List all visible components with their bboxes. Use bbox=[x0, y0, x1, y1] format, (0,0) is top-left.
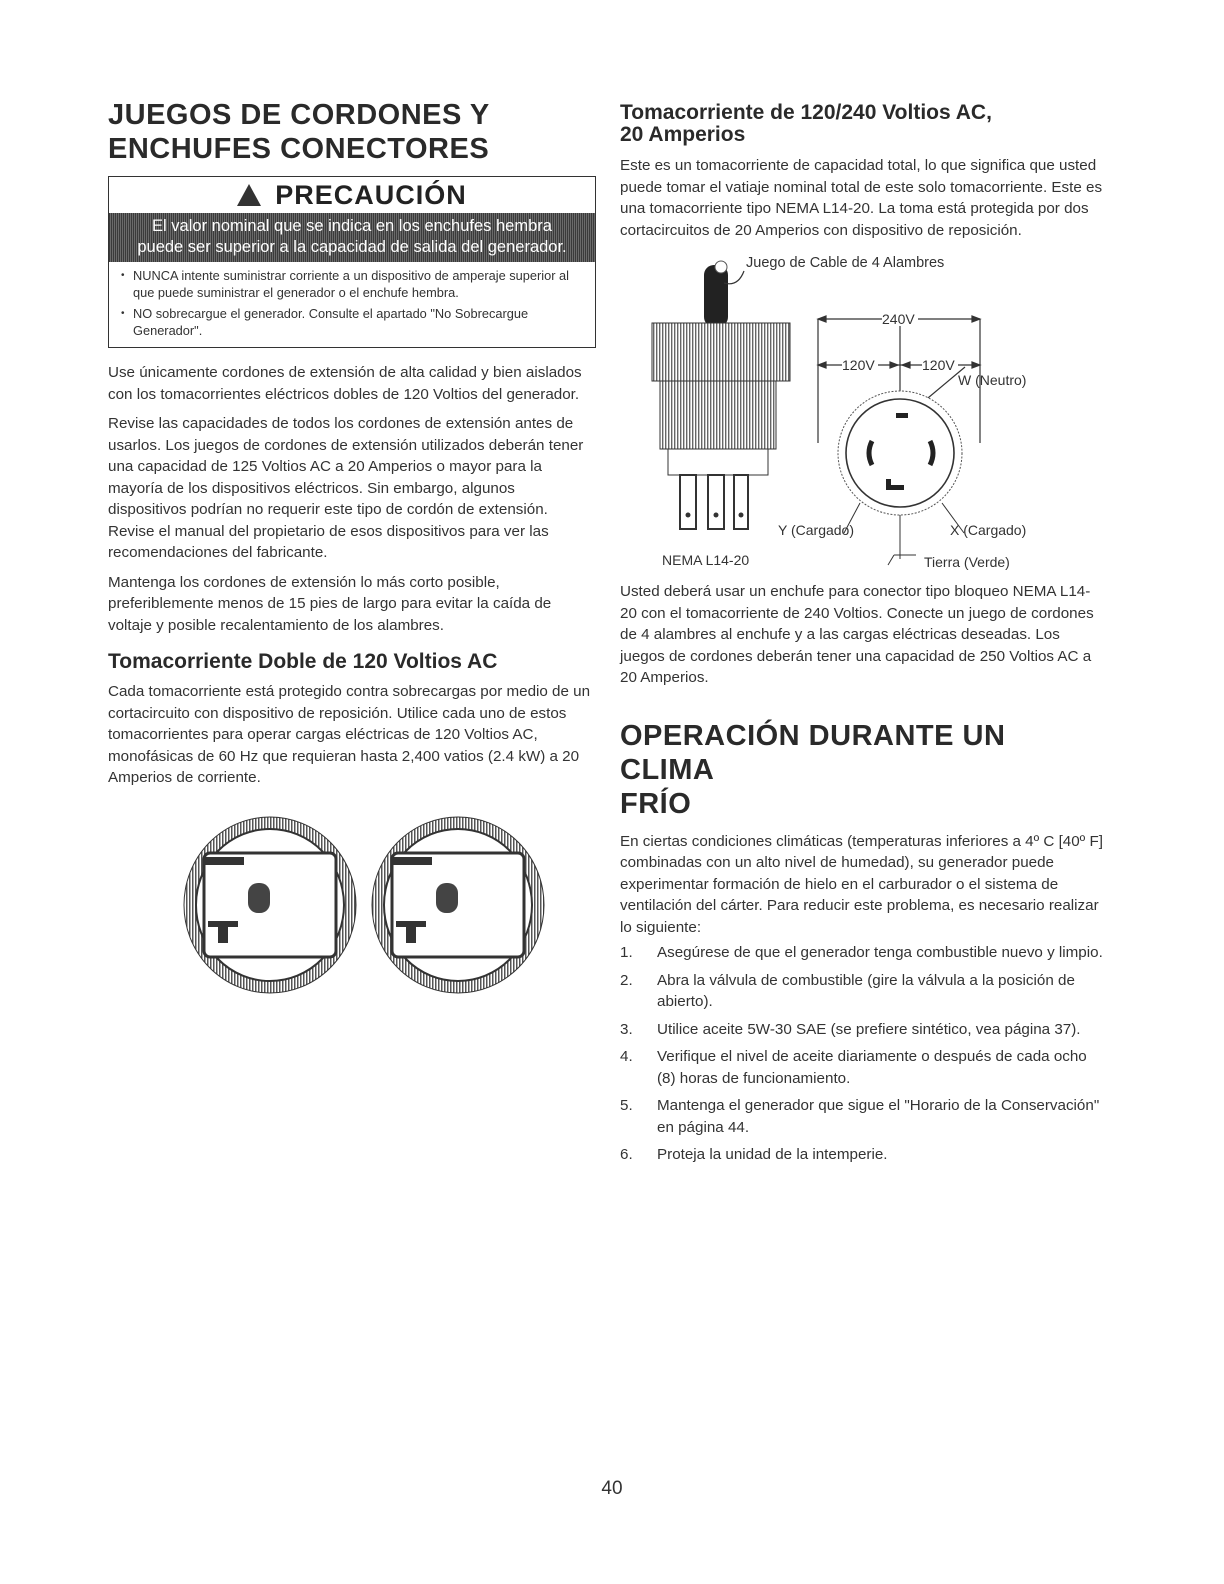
cable-icon bbox=[704, 265, 728, 327]
subheading-240v: Tomacorriente de 120/240 Voltios AC, 20 Amperios bbox=[620, 101, 992, 146]
label-y-loaded: Y (Cargado) bbox=[778, 522, 855, 538]
outlet-icon bbox=[184, 817, 356, 993]
list-item: 2. Abra la válvula de combustible (gire la válvula a la posición de abierto). bbox=[620, 971, 1075, 1010]
paragraph-cold-weather: En ciertas condiciones climáticas (temperaturas inferiores a 4º C [40º F] combinadas con un alto nivel de humedad), su generador puede experimentar formación de hielo en el carburador o el sistema de ventilación del cárter. Para reducir este problema, es necesario realizar lo siguiente: bbox=[620, 832, 1103, 936]
list-item: 6. Proteja la unidad de la intemperie. bbox=[620, 1146, 888, 1163]
caution-item: • NO sobrecargue el generador. Consulte el apartado "No Sobrecargue Generador". bbox=[123, 305, 589, 339]
paragraph-240v: Este es un tomacorriente de capacidad total, lo que significa que usted puede tomar el vatiaje nominal total de este solo tomacorriente. Este es una tomacorriente tipo NEMA L14-20. La toma está protegida por dos cortacircuitos de 20 Amperios con dispositivo de reposición. bbox=[620, 157, 1103, 239]
duplex-outlets-figure bbox=[108, 793, 596, 1013]
section-title-cords: JUEGOS DE CORDONES Y ENCHUFES CONECTORES bbox=[108, 99, 490, 165]
paragraph-cords-quality: Use únicamente cordones de extensión de alta calidad y bien aislados con los tomacorrientes eléctricos dobles de 120 Voltios del generador. bbox=[108, 364, 582, 403]
list-item: 5. Mantenga el generador que sigue el "Horario de la Conservación" en página 44. bbox=[620, 1097, 1100, 1136]
caution-item: • NUNCA intente suministrar corriente a un dispositivo de amperaje superior al que puede suministrar el generador o el enchufe hembra. bbox=[123, 267, 589, 301]
list-item: 3. Utilice aceite 5W-30 SAE (se prefiere sintético, vea página 37). bbox=[620, 1020, 1081, 1038]
label-240v: 240V bbox=[882, 311, 915, 327]
caution-list bbox=[109, 262, 595, 347]
section-title-cold-weather: OPERACIÓN DURANTE UN CLIMA FRÍO bbox=[620, 719, 1006, 820]
paragraph-cords-capacity: Revise las capacidades de todos los cordones de extensión antes de usarlos. Los juegos de cordones de extensión utilizados deberán tener una capacidad de 125 Voltios AC a 20 Amperios o mayor para la mayoría de los dispositivos eléctricos. Sin embargo, algunos dispositivos podrían no requerir este tipo de cordón de extensión. Revise el manual del propietario de esos dispositivos para ver las recomendaciones del fabricante. bbox=[108, 415, 584, 561]
list-item: 4. Verifique el nivel de aceite diariamente o después de cada ocho (8) horas de funcionamiento. bbox=[620, 1048, 1087, 1087]
receptacle-icon bbox=[838, 391, 962, 515]
label-cable: Juego de Cable de 4 Alambres bbox=[746, 255, 945, 271]
label-nema: NEMA L14-20 bbox=[662, 552, 750, 568]
label-neutral: W (Neutro) bbox=[958, 372, 1027, 388]
caution-heading: PRECAUCIÓN bbox=[109, 177, 595, 213]
plug-icon bbox=[652, 323, 790, 529]
caution-band: El valor nominal que se indica en los enchufes hembra puede ser superior a la capacidad de salida del generador. bbox=[109, 213, 595, 262]
outlet-icon bbox=[372, 817, 544, 993]
warning-triangle-icon bbox=[237, 184, 261, 206]
right-column bbox=[620, 98, 1104, 1172]
subheading-duplex: Tomacorriente Doble de 120 Voltios AC bbox=[108, 650, 498, 673]
page-number: 40 bbox=[601, 1478, 623, 1499]
label-120v-left: 120V bbox=[842, 357, 875, 373]
label-x-loaded: X (Cargado) bbox=[950, 522, 1027, 538]
label-120v-right: 120V bbox=[922, 357, 955, 373]
paragraph-l14-20: Usted deberá usar un enchufe para conector tipo bloqueo NEMA L14-20 con el tomacorriente de 240 Voltios. Conecte un juego de cordones de 4 alambres al enchufe y a las cargas eléctricas deseadas. Los juegos de cordones deberán tener una capacidad de 250 Voltios AC a 20 Amperios. bbox=[620, 583, 1094, 686]
nema-l14-20-diagram bbox=[620, 243, 1104, 579]
paragraph-cords-length: Mantenga los cordones de extensión lo más corto posible, preferiblemente menos de 15 pies de largo para evitar la caída de voltaje y posible recalentamiento de los alambres. bbox=[108, 573, 552, 634]
list-item: 1. Asegúrese de que el generador tenga combustible nuevo y limpio. bbox=[620, 944, 1103, 961]
caution-box bbox=[108, 176, 596, 348]
paragraph-duplex: Cada tomacorriente está protegido contra sobrecargas por medio de un cortacircuito con dispositivo de reposición. Utilice cada uno de estos tomacorrientes para operar cargas eléctricas de 120 Voltios AC, monofásicas de 60 Hz que requieran hasta 2,400 vatios (2.4 kW) a 20 Amperios de corriente. bbox=[108, 683, 591, 786]
cold-weather-steps bbox=[620, 942, 1104, 1166]
left-column bbox=[108, 98, 596, 1013]
label-ground: Tierra (Verde) bbox=[924, 554, 1010, 570]
